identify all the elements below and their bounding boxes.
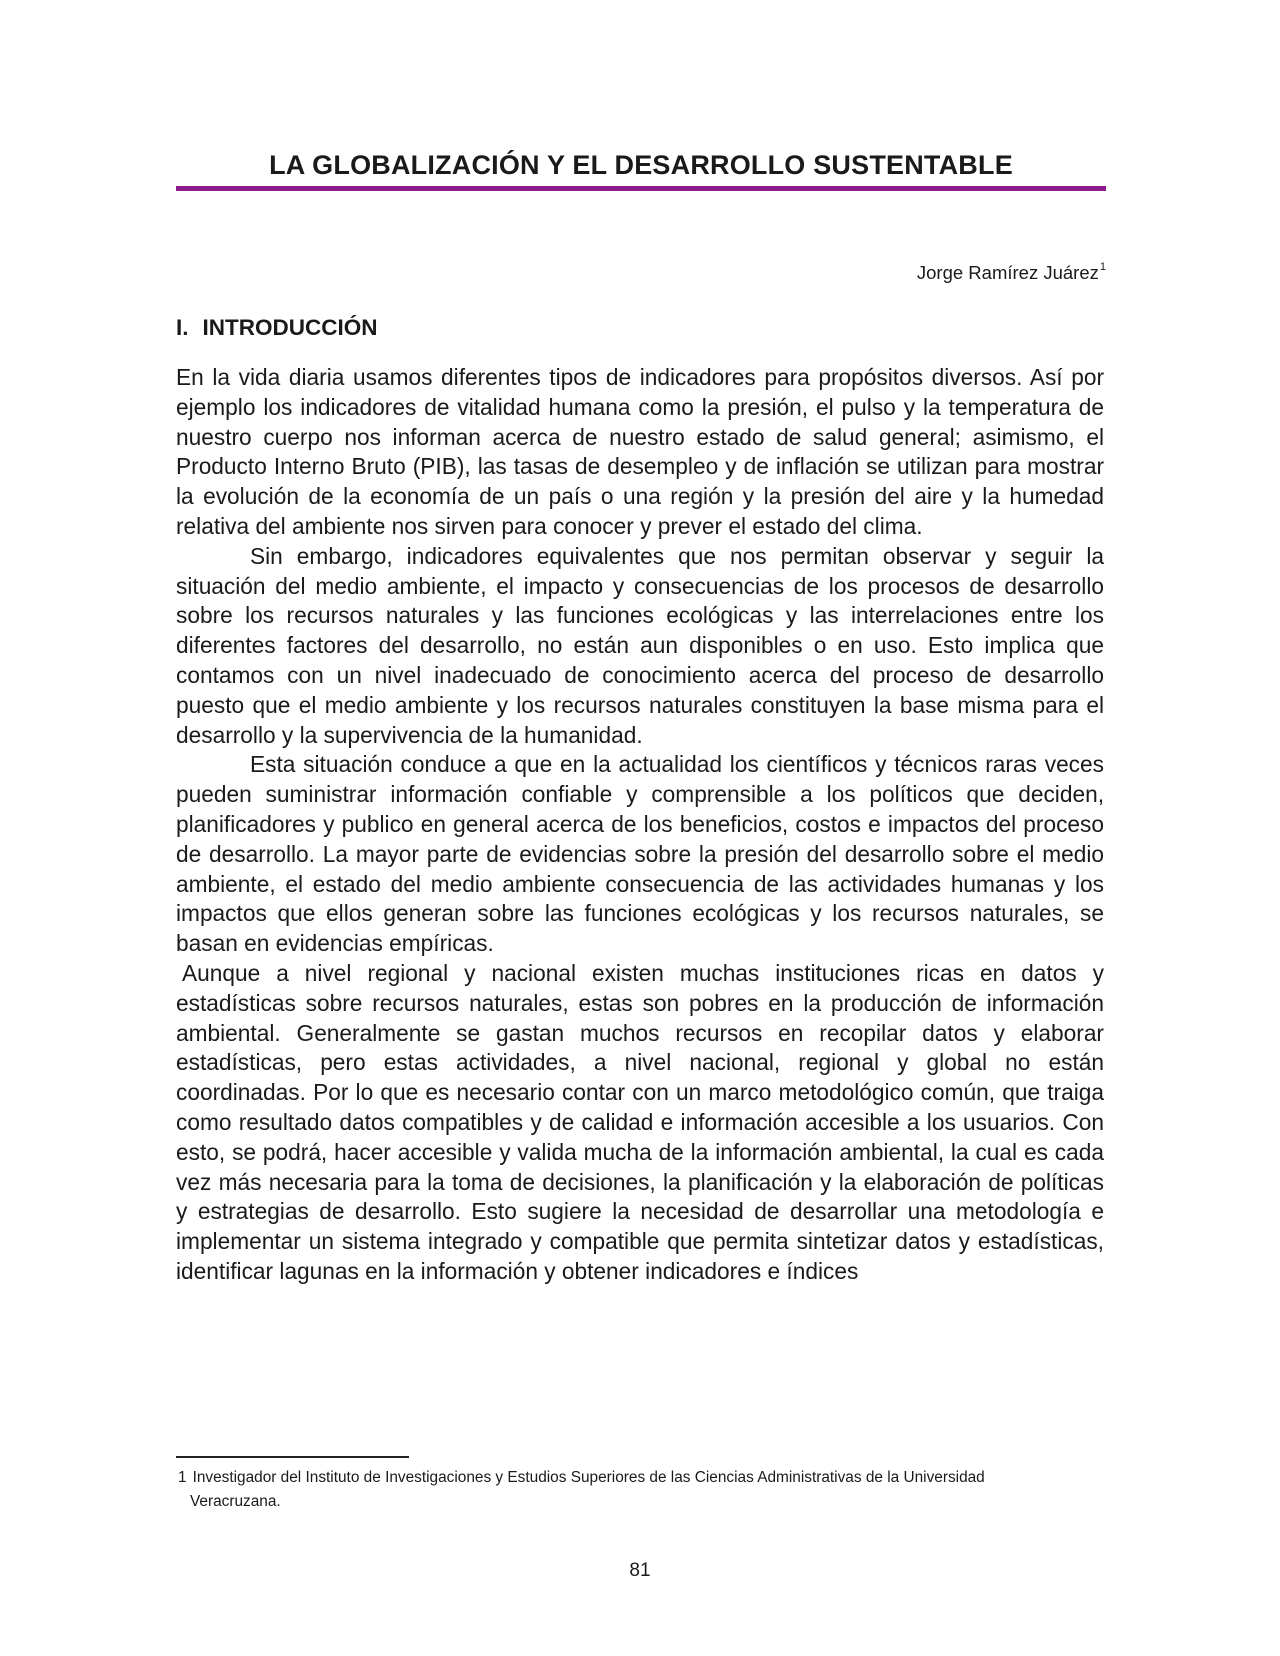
footnote-separator: [176, 1456, 409, 1458]
author-line: [917, 261, 1106, 284]
section-title: INTRODUCCIÓN: [202, 315, 378, 340]
footnote: [178, 1466, 1078, 1514]
author-name: Jorge Ramírez Juárez: [916, 262, 1099, 283]
section-heading: [176, 315, 378, 341]
paragraph-1: En la vida diaria usamos diferentes tipos de indicadores para propósitos diversos. Así por ejemplo los indicadores de vitalidad humana como la presión, el pulso y la temperatura de nuestro cuerpo nos informan acerca de nuestro estado de salud general; asimismo, el Producto Interno Bruto (PIB), las tasas de desempleo y de inflación se utilizan para mostrar la evolución de la economía de un país o una región y la presión del aire y la humedad relativa del ambiente nos sirven para conocer y prever el estado del clima.: [176, 364, 1104, 539]
author-footnote-mark[interactable]: 1: [1099, 261, 1106, 273]
body-text: [176, 363, 1104, 1287]
paragraph-4: Aunque a nivel regional y nacional existen muchas instituciones ricas en datos y estadísticas sobre recursos naturales, estas son pobres en la producción de información ambiental. Generalmente se gastan muchos recursos en recopilar datos y elaborar estadísticas, pero estas actividades, a nivel nacional, regional y global no están coordinadas. Por lo que es necesario contar con un marco metodológico común, que traiga como resultado datos compatibles y de calidad e información accesible a los usuarios. Con esto, se podrá, hacer accesible y valida mucha de la información ambiental, la cual es cada vez más necesaria para la toma de decisiones, la planificación y la elaboración de políticas y estrategias de desarrollo. Esto sugiere la necesidad de desarrollar una metodología e implementar un sistema integrado y compatible que permita sintetizar datos y estadísticas, identificar lagunas en la información y obtener indicadores e índices: [176, 959, 1104, 1284]
footnote-number: 1: [178, 1469, 187, 1486]
title-underline-rule: [176, 186, 1106, 191]
footnote-text-line-1: Investigador del Instituto de Investigaciones y Estudios Superiores de las Ciencias Administrativas de la Universidad: [192, 1469, 985, 1486]
footnote-text-line-2: Veracruzana.: [190, 1493, 281, 1510]
section-number: I.: [176, 315, 189, 340]
paragraph-3: Esta situación conduce a que en la actualidad los científicos y técnicos raras veces pueden suministrar información confiable y comprensible a los políticos que deciden, planificadores y publico en general acerca de los beneficios, costos e impactos del proceso de desarrollo. La mayor parte de evidencias sobre la presión del desarrollo sobre el medio ambiente, el estado del medio ambiente consecuencia de las actividades humanas y los impactos que ellos generan sobre las funciones ecológicas y los recursos naturales, se basan en evidencias empíricas.: [176, 751, 1104, 957]
paragraph-2: Sin embargo, indicadores equivalentes que nos permitan observar y seguir la situación del medio ambiente, el impacto y consecuencias de los procesos de desarrollo sobre los recursos naturales y las funciones ecológicas y las interrelaciones entre los diferentes factores del desarrollo, no están aun disponibles o en uso. Esto implica que contamos con un nivel inadecuado de conocimiento acerca del proceso de desarrollo puesto que el medio ambiente y los recursos naturales constituyen la base misma para el desarrollo y la supervivencia de la humanidad.: [176, 542, 1104, 748]
document-title: LA GLOBALIZACIÓN Y EL DESARROLLO SUSTENTABLE: [269, 150, 1013, 180]
page-number: 81: [629, 1560, 651, 1581]
